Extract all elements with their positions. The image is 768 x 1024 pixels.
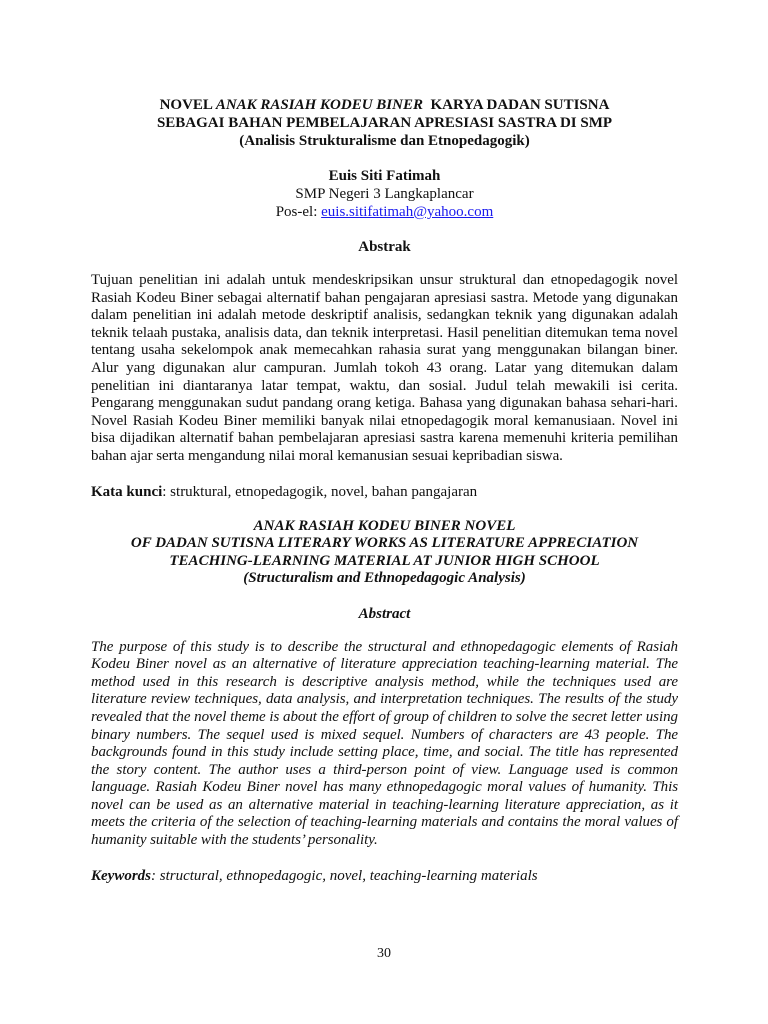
keywords (91, 867, 678, 885)
author-name: Euis Siti Fatimah (328, 168, 441, 184)
title-novel-name: ANAK RASIAH KODEU BINER (215, 97, 423, 113)
english-title (91, 518, 678, 588)
paper-title (91, 96, 678, 150)
abstract-heading: Abstract (358, 605, 411, 622)
author-block (91, 167, 678, 221)
keywords-text: : structural, ethnopedagogic, novel, teaching-learning materials (151, 867, 538, 884)
english-title-line-1: ANAK RASIAH KODEU BINER NOVEL (253, 517, 516, 534)
english-title-line-3: TEACHING-LEARNING MATERIAL AT JUNIOR HIGH SCHOOL (169, 552, 600, 569)
keywords-label: Keywords (91, 867, 151, 884)
title-line-1 (91, 96, 678, 114)
abstrak-heading: Abstrak (358, 239, 411, 255)
author-email-link[interactable]: euis.sitifatimah@yahoo.com (321, 204, 494, 220)
english-title-line-4: (Structuralism and Ethnopedagogic Analysis) (243, 570, 526, 587)
paper-page (91, 96, 678, 885)
title-suffix: KARYA DADAN SUTISNA (422, 97, 610, 113)
page-number: 30 (377, 946, 391, 961)
title-prefix: NOVEL (159, 97, 216, 113)
title-line-2: SEBAGAI BAHAN PEMBELAJARAN APRESIASI SASTRA DI SMP (156, 115, 613, 131)
abstrak-body: Tujuan penelitian ini adalah untuk mendeskripsikan unsur struktural dan etnopedagogik novel Rasiah Kodeu Biner sebagai alternatif bahan pengajaran apresiasi sastra. Metode yang digunakan dalam penelitian ini adalah metode deskriptif analisis, sedangkan teknik yang digunakan adalah teknik telaah pustaka, analisis data, dan teknik interpretasi. Hasil penelitian ditemukan tema novel tentang usaha sekelompok anak memecahkan rahasia surat yang menggunakan bilangan biner. Alur yang digunakan alur campuran. Jumlah tokoh 43 orang. Latar yang ditemukan dalam penelitian ini diantaranya latar tempat, waktu, dan sosial. Judul telah mewakili isi cerita. Pengarang menggunakan sudut pandang orang ketiga. Bahasa yang digunakan bahasa sehari-hari. Novel Rasiah Kodeu Biner memiliki banyak nilai etnopedagogik moral kemanusiaan. Novel ini bisa dijadikan alternatif bahan pembelajaran apresiasi sastra karena memenuhi kriteria pemilihan bahan ajar serta mengandung nilai moral kemanusian sesuai kepribadian siswa. (91, 272, 678, 464)
author-affiliation: SMP Negeri 3 Langkaplancar (295, 186, 474, 202)
kata-kunci-label: Kata kunci (91, 483, 163, 500)
abstract-body: The purpose of this study is to describe the structural and ethnopedagogic elements of Rasiah Kodeu Biner novel as an alternative of literature appreciation teaching-learning material. The method used in this research is descriptive analysis method, while the techniques used are literature review techniques, data analysis, and interpretation techniques. The results of the study revealed that the novel theme is about the effort of group of children to solve the secret letter using binary numbers. The sequel used is mixed sequel. Numbers of characters are 43 people. The backgrounds found in this study include setting place, time, and social. The title has represented the story content. The author uses a third-person point of view. Language used is common language. Rasiah Kodeu Biner novel has many ethnopedagogic moral values of humanity. This novel can be used as an alternative material in teaching-learning literature appreciation, as it meets the criteria of the selection of teaching-learning materials and contains the moral values of humanity suitable with the students’ personality. (91, 638, 678, 849)
kata-kunci (91, 483, 678, 501)
kata-kunci-text: : struktural, etnopedagogik, novel, bahan pangajaran (162, 483, 478, 500)
english-title-line-2: OF DADAN SUTISNA LITERARY WORKS AS LITERATURE APPRECIATION (130, 535, 639, 552)
author-email-line (91, 203, 678, 221)
title-line-3: (Analisis Strukturalisme dan Etnopedagogik) (239, 133, 530, 149)
email-label: Pos-el: (275, 204, 322, 220)
